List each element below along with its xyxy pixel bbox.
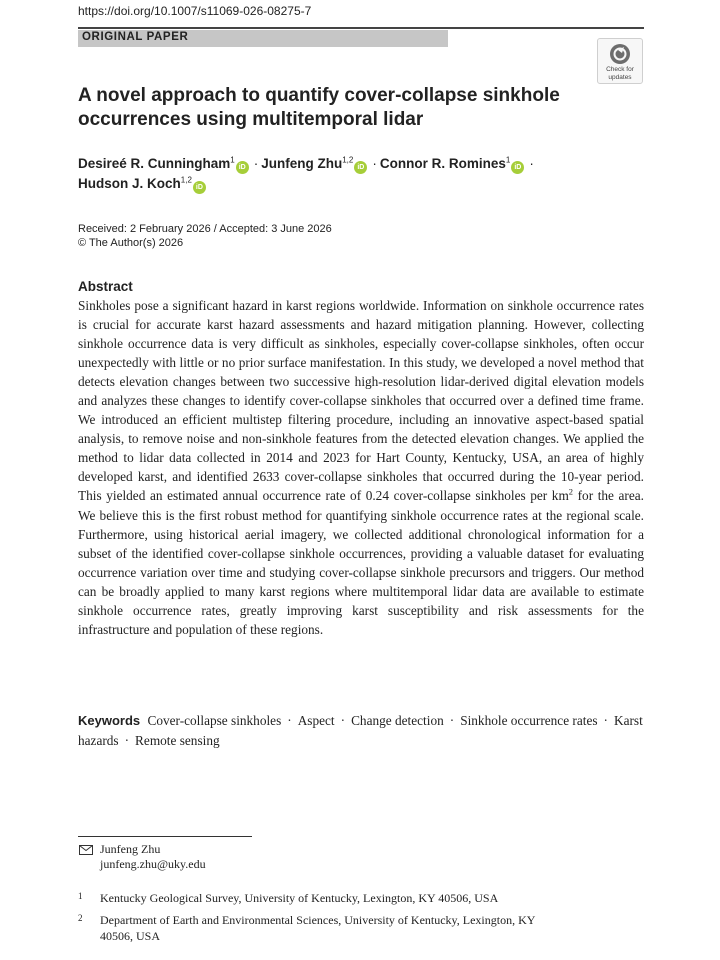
author-affiliation-sup: 1 [230,155,235,165]
article-type-bar [78,30,448,47]
keyword-item: Change detection [351,713,444,728]
keyword-item: Karst hazards [78,713,643,748]
orcid-icon[interactable]: iD [511,161,524,174]
abstract-heading: Abstract [78,279,133,294]
author-name[interactable]: Hudson J. Koch [78,176,181,191]
orcid-icon[interactable]: iD [193,181,206,194]
paper-title [78,84,618,132]
keyword-item: Remote sensing [135,732,220,748]
header-rule [78,27,644,29]
keyword-separator: · [124,732,130,748]
paper-title-line2: occurrences using multitemporal lidar [78,109,424,130]
author-name[interactable]: Junfeng Zhu [261,156,343,171]
keyword-item: Cover-collapse sinkholes [147,713,282,728]
orcid-icon[interactable]: iD [354,161,367,174]
abstract-body [78,296,644,639]
check-for-updates-badge[interactable] [597,38,643,84]
received-accepted-dates: Received: 2 February 2026 / Accepted: 3 June 2026 [78,223,332,235]
copyright-notice: © The Author(s) 2026 [78,237,184,249]
keyword-item: Aspect [297,713,335,728]
affiliation-text: Department of Earth and Environmental Sciences, University of Kentucky, Lexington, KY 40506, USA [100,913,535,943]
footnote-rule [78,836,252,837]
author-separator: · [372,156,377,171]
keyword-item: Sinkhole occurrence rates [460,713,598,728]
author-separator: · [529,156,534,171]
paper-title-line1: A novel approach to quantify cover-collapse sinkhole [78,85,560,106]
author-affiliation-sup: 1,2 [342,155,354,165]
author-separator: · [253,156,259,171]
author-name[interactable]: Connor R. Romines [379,156,506,171]
keyword-separator: · [340,713,346,728]
orcid-icon[interactable]: iD [236,161,249,174]
affiliation-number: 1 [78,891,83,901]
corresponding-author-email[interactable]: junfeng.zhu@uky.edu [100,857,206,871]
keywords-line [78,711,644,750]
envelope-icon [79,845,93,855]
check-badge-line1: Check for [606,66,634,73]
abstract-text-part1: Sinkholes pose a significant hazard in karst regions worldwide. Information on sinkhole occurrence rates is crucial for accurate karst hazard assessments and hazard mitigation planning. However, collecting sinkhole occurrence data is very difficult as sinkholes, especially cover-collapse sinkholes, often occur unexpectedly with little or no prior surface manifestation. In this study, we developed a novel method that detects elevation changes between two successive high-resolution lidar-derived digital elevation models and analyzes these changes to identify cover-collapse sinkholes that occurred over a defined time frame. We introduced an efficient multistep filtering procedure, including an innovative aspect-based spatial analysis, to remove noise and non-sinkhole features from the detected elevation changes. We applied the method to lidar data collected in 2014 and 2023 for Hart County, Kentucky, USA, an area of highly developed karst, and identified 2633 cover-collapse sinkholes that occurred during the 10-year period. This yielded an estimated annual occurrence rate of 0.24 cover-collapse sinkholes per km [78,298,644,504]
check-for-updates-icon [609,43,631,65]
abstract-text-part2: for the area. We believe this is the first robust method for quantifying sinkhole occurrence rates at the regional scale. Furthermore, using historical aerial imagery, we collected additional chronological information for a subset of the identified cover-collapse sinkhole occurrences, providing a valuable dataset for evaluating occurrence variation over time and studying cover-collapse sinkhole precursors and triggers. Our method can be broadly applied to many karst regions where multitemporal lidar data are available to estimate sinkhole occurrence rates, greatly improving karst susceptibility and risk assessments for the infrastructure and population of these regions. [78,488,644,637]
abstract-superscript: 2 [568,487,574,498]
doi-link[interactable]: https://doi.org/10.1007/s11069-026-08275-7 [78,4,312,18]
article-type-label: ORIGINAL PAPER [82,31,189,43]
affiliation-number: 2 [78,913,83,923]
affiliation-text: Kentucky Geological Survey, University of Kentucky, Lexington, KY 40506, USA [100,891,499,905]
author-affiliation-sup: 1 [505,155,511,165]
corresponding-author-name: Junfeng Zhu [100,842,161,856]
keywords-heading: Keywords [78,713,141,728]
author-list [78,154,638,194]
keyword-separator: · [603,713,608,728]
author-name[interactable]: Desireé R. Cunningham [78,156,231,171]
check-badge-line2: updates [608,74,632,81]
keyword-separator: · [287,713,292,728]
author-affiliation-sup: 1,2 [180,175,192,185]
keyword-separator: · [449,713,455,728]
